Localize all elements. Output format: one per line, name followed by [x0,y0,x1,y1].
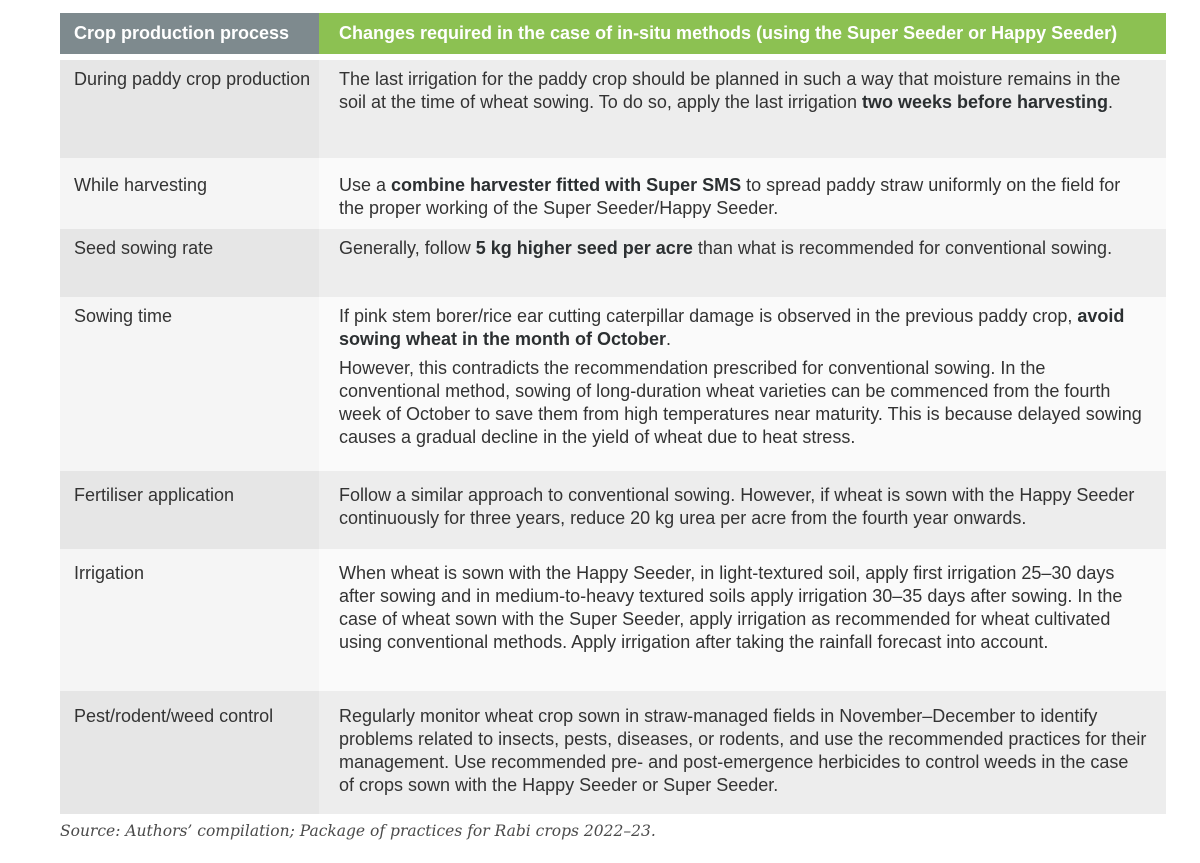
practices-table [60,13,1166,814]
table-row [60,691,1166,814]
table-row [60,297,1166,471]
table-row [60,471,1166,549]
table-header-row [60,13,1166,54]
row-change-text: Generally, follow 5 kg higher seed per acre than what is recommended for conventional sowing. [319,229,1166,297]
table-row [60,229,1166,297]
row-process-label: Irrigation [60,549,319,691]
table-row [60,158,1166,229]
row-process-label: Seed sowing rate [60,229,319,297]
row-process-label: Fertiliser application [60,471,319,549]
row-change-text: Regularly monitor wheat crop sown in straw-managed fields in November–December to identify problems related to insects, pests, diseases, or rodents, and use the recommended practices for their management. Use recommended pre- and post-emergence herbicides to control weeds in the case of crops sown with the Happy Seeder or Super Seeder. [319,691,1166,814]
row-process-label: During paddy crop production [60,60,319,158]
table-row [60,549,1166,691]
header-crop-process: Crop production process [60,13,319,54]
row-process-label: Sowing time [60,297,319,471]
row-process-label: While harvesting [60,158,319,229]
row-change-text: When wheat is sown with the Happy Seeder, in light-textured soil, apply first irrigation 25–30 days after sowing and in medium-to-heavy textured soils apply irrigation 30–35 days after sowing. In the case of wheat sown with the Super Seeder, apply irrigation as recommended for wheat cultivated using conventional methods. Apply irrigation after taking the rainfall forecast into account. [319,549,1166,691]
header-changes-required: Changes required in the case of in-situ methods (using the Super Seeder or Happy Seeder) [319,13,1166,54]
table-row [60,54,1166,158]
row-process-label: Pest/rodent/weed control [60,691,319,814]
row-change-text: The last irrigation for the paddy crop should be planned in such a way that moisture remains in the soil at the time of wheat sowing. To do so, apply the last irrigation two weeks before harvesting. [319,60,1166,158]
row-change-text: Use a combine harvester fitted with Super SMS to spread paddy straw uniformly on the field for the proper working of the Super Seeder/Happy Seeder. [319,158,1166,229]
source-caption: Source: Authors’ compilation; Package of practices for Rabi crops 2022–23. [60,822,656,840]
row-change-text: If pink stem borer/rice ear cutting caterpillar damage is observed in the previous paddy crop, avoid sowing wheat in the month of October. However, this contradicts the recommendation prescribed for conventional sowing. In the conventional method, sowing of long-duration wheat varieties can be commenced from the fourth week of October to save them from high temperatures near maturity. This is because delayed sowing causes a gradual decline in the yield of wheat due to heat stress. [319,297,1166,471]
row-change-text: Follow a similar approach to conventional sowing. However, if wheat is sown with the Happy Seeder continuously for three years, reduce 20 kg urea per acre from the fourth year onwards. [319,471,1166,549]
